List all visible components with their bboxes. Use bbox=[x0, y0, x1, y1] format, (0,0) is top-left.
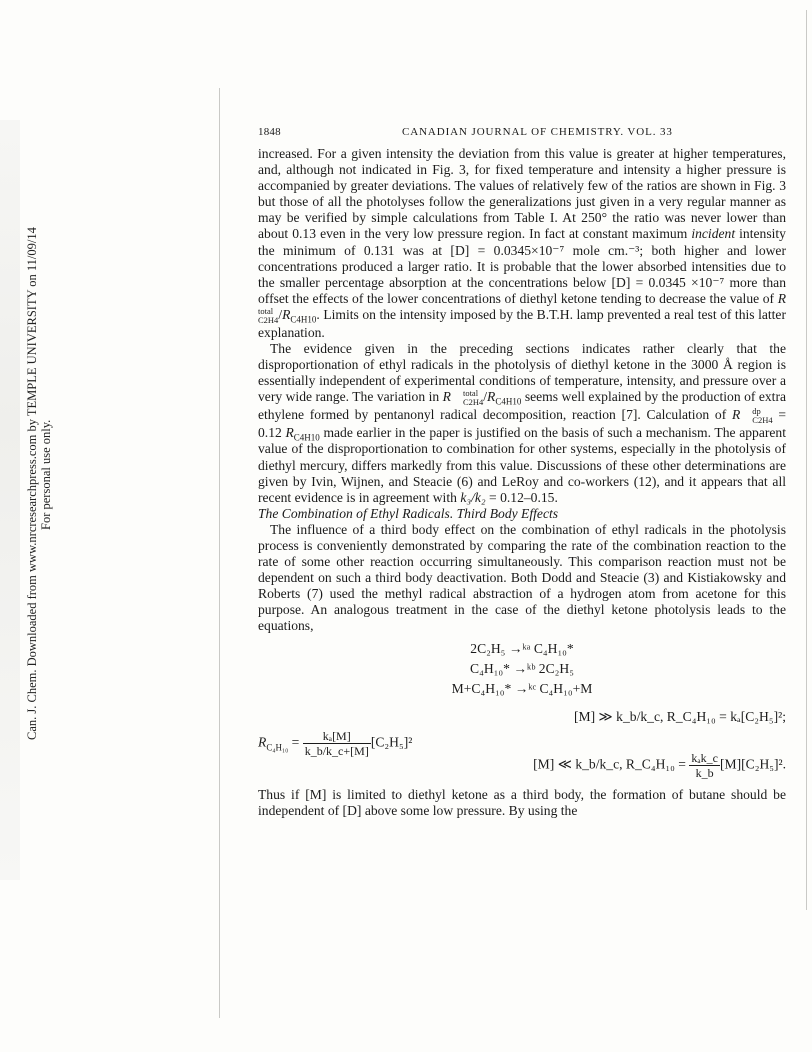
left-margin-scan-artifact bbox=[0, 120, 20, 880]
equation-3: M+C₄H₁₀* →ᵏᶜ C₄H₁₀+M bbox=[451, 680, 593, 696]
paragraph-3: The influence of a third body effect on the combination of ethyl radicals in the photolysis process is conveniently demonstrated by comparing the rate of the combination reaction to the rate of some other reaction occurring simultaneously. This comparison reaction must not be dependent on such a third body deactivation. Both Dodd and Steacie (3) and Kistiakowsky and Roberts (7) used the methyl radical abstraction of a hydrogen atom from acetone for this purpose. An analogous treatment in the case of the diethyl ketone photolysis leads to the equations, bbox=[258, 521, 786, 634]
reaction-equations bbox=[258, 639, 786, 699]
section-heading: The Combination of Ethyl Radicals. Third Body Effects bbox=[258, 505, 559, 521]
journal-title: CANADIAN JOURNAL OF CHEMISTRY. VOL. 33 bbox=[402, 126, 673, 138]
scan-edge-line bbox=[219, 88, 220, 1018]
download-stamp-line2: For personal use only. bbox=[39, 419, 53, 530]
page-number: 1848 bbox=[258, 126, 281, 138]
paragraph-4: Thus if [M] is limited to diethyl ketone as a third body, the formation of butane should be independent of [D] above some low pressure. By using the bbox=[258, 786, 786, 818]
download-stamp-line1: Can. J. Chem. Downloaded from www.nrcresearchpress.com by TEMPLE UNIVERSITY on 11/09/14 bbox=[25, 227, 39, 740]
download-stamp bbox=[25, 20, 53, 740]
rate-fraction: $\frac{\text{kₐ[M]}}{k\_b/k\_c+[M]}$ bbox=[304, 728, 369, 758]
paragraph-2: The evidence given in the preceding sections indicates rather clearly that the disproportionation of ethyl radicals in the photolysis of diethyl ketone in the 3000 Å region is essentially independent of experimental conditions of temperature, intensity, and pressure over a very wide range. The variation in R total C2H4 $/R_{C4H10}$ seems well explained by the production of extra ethylene formed by pentanonyl radical decomposition, reaction [7]. Calculation of R dp C2H4 = 0.12 $R_{C4H10}$ made earlier in the paper is justified on the basis of such a mechanism. The apparent value of the disproportionation to combination for other systems, especially in the photolysis of diethyl mercury, differs markedly from this value. Discussions of these other determinations are given by Ivin, Wijnen, and Steacie (6) and LeRoy and co-workers (12), and it appears that all recent evidence is in agreement with k₃/k₂ = 0.12–0.15. bbox=[258, 341, 787, 505]
high-pressure-limit: [M] ≫ k_b/k_c, R_C₄H₁₀ = kₐ[C₂H₅]²; bbox=[574, 708, 786, 724]
article-body bbox=[258, 146, 786, 819]
scan-edge-line-right bbox=[806, 10, 807, 910]
running-header bbox=[258, 126, 786, 140]
rate-equation-block bbox=[258, 701, 786, 787]
equation-1: 2C₂H₅ →ᵏᵃ C₄H₁₀* bbox=[470, 640, 574, 656]
equation-2: C₄H₁₀* →ᵏᵇ 2C₂H₅ bbox=[470, 660, 574, 676]
paragraph-1: increased. For a given intensity the deviation from this value is greater at higher temperatures, and, although not indicated in Fig. 3, for fixed temperature and intensity a higher pressure is accompanied by greater deviations. The values of relatively few of the ratios are shown in Fig. 3 but those of all the photolyses follow the generalizations just given in a very regular manner as may be verified by simple calculations from Table I. At 250° the ratio was never lower than about 0.13 even in the very low pressure region. In fact at constant maximum incident intensity the minimum of 0.131 was at [D] = 0.0345×10⁻⁷ mole cm.⁻³; both higher and lower concentrations produced a larger ratio. It is probable that the lower absorbed intensities due to the smaller percentage absorption at the concentrations below [D] = 0.0345 ×10⁻⁷ more than offset the effects of the lower concentrations of diethyl ketone tending to decrease the value of R total C2H4 $/R_{C4H10}$. Limits on the intensity imposed by the B.T.H. lamp prevented a real test of this latter explanation. bbox=[258, 146, 786, 340]
rate-expression: $R_{C_4H_{10}}$ = $\frac{\text{kₐ[M]}}{k\_b/k\_c+[M]}$ [C₂H₅]² bbox=[258, 728, 413, 758]
low-pressure-limit: [M] ≪ k_b/k_c, R_C₄H₁₀ = $\frac{\text{kₐk\_c}}{k\_b}$ [M][C₂H₅]². bbox=[533, 750, 786, 780]
